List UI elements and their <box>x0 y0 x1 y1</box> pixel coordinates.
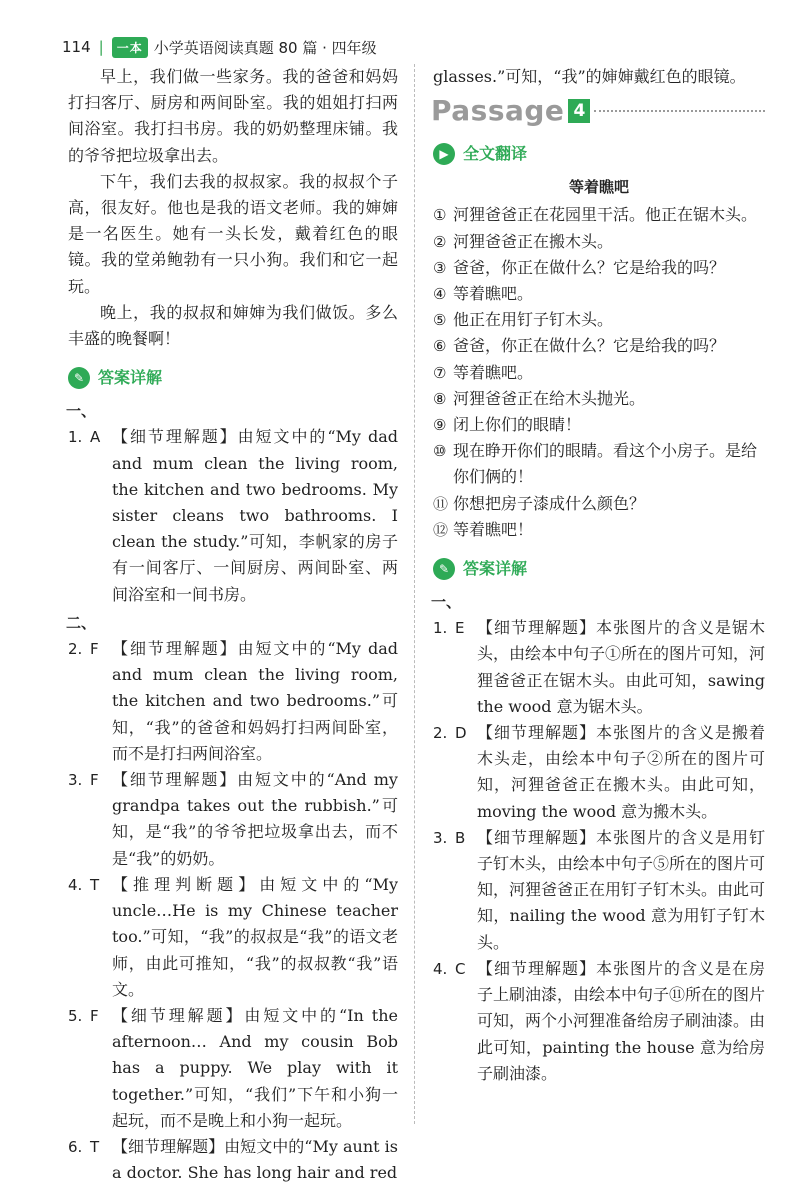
sentence-text: 河狸爸爸正在花园里干活。他正在锯木头。 <box>453 205 758 225</box>
answer-explanation: 本张图片的含义是用钉子钉木头，由绘本中句子⑤所在的图片可知，河狸爸爸正在用钉子钉木头。由此可知，nailing the wood 意为用钉子钉木头。 <box>477 827 766 952</box>
answer-letter: F <box>90 771 99 790</box>
answer-number: 6. <box>68 1137 83 1156</box>
story-line <box>433 333 765 359</box>
sentence-marker: ④ <box>433 285 447 304</box>
answer-explanation: 由短文中的“My dad and mum clean the living room, the kitchen and two bedrooms. My sister cleans two bathrooms. I clean the study.”可知，李帆家的房子有一间客厅、一间厨房、两间卧室、两间浴室和一间书房。 <box>112 427 398 604</box>
answer-item <box>433 825 765 956</box>
question-type-tag: 【细节理解题】 <box>112 639 238 659</box>
question-type-tag: 【细节理解题】 <box>477 958 596 978</box>
part-label: 一、 <box>66 402 97 421</box>
story-line <box>433 255 765 281</box>
answer-letter: T <box>90 1137 100 1156</box>
question-type-tag: 【细节理解题】 <box>477 723 596 743</box>
sentence-marker: ⑧ <box>433 389 447 408</box>
answer-number: 1. <box>68 428 83 447</box>
answer-item <box>68 636 398 767</box>
answer-explanation: 本张图片的含义是锯木头，由绘本中句子①所在的图片可知，河狸爸爸正在锯木头。由此可知，sawing the wood 意为锯木头。 <box>477 618 766 716</box>
answer-item <box>433 720 765 825</box>
brand-logo: 一本 <box>112 37 148 58</box>
sentence-marker: ⑪ <box>433 494 449 513</box>
story-line <box>433 412 765 438</box>
answer-number: 4. <box>68 875 83 894</box>
continued-text: glasses.”可知，“我”的婶婶戴红色的眼镜。 <box>433 67 746 86</box>
answer-letter: A <box>90 428 101 447</box>
answer-explanation: 由短文中的“My uncle…He is my Chinese teacher too.”可知，“我”的叔叔是“我”的语文老师，由此可推知，“我”的叔叔教“我”语文。 <box>112 874 398 999</box>
sentence-text: 爸爸，你正在做什么？它是给我的吗？ <box>453 336 726 356</box>
sentence-text: 闭上你们的眼睛！ <box>453 415 582 435</box>
sentence-marker: ⑫ <box>433 520 449 539</box>
sentence-text: 等着瞧吧！ <box>453 519 534 539</box>
answer-item <box>68 424 398 607</box>
translation-paragraph: 早上，我们做一些家务。我的爸爸和妈妈打扫客厅、厨房和两间卧室。我的姐姐打扫两间浴室。我打扫书房。我的奶奶整理床铺。我的爷爷把垃圾拿出去。 <box>68 67 398 165</box>
passage-number-badge: 4 <box>568 99 590 123</box>
answer-letter: E <box>455 619 465 638</box>
story-line <box>433 517 765 543</box>
question-type-tag: 【细节理解题】 <box>477 827 596 847</box>
sentence-text: 河狸爸爸正在搬木头。 <box>453 231 614 251</box>
answer-item <box>68 872 398 1003</box>
answer-item <box>68 1003 398 1134</box>
story-line <box>433 491 765 517</box>
answer-body <box>477 615 765 720</box>
story-line <box>433 229 765 255</box>
column-divider <box>414 64 415 1124</box>
answer-item <box>433 615 765 720</box>
question-type-tag: 【细节理解题】 <box>112 1005 245 1025</box>
answer-item <box>68 1134 398 1186</box>
sentence-text: 现在睁开你们的眼睛。看这个小房子。是给你们俩的！ <box>453 441 758 487</box>
sentence-marker: ⑨ <box>433 416 447 435</box>
answer-explanation: 本张图片的含义是搬着木头走，由绘本中句子②所在的图片可知，河狸爸爸正在搬木头。由此可知，moving the wood 意为搬木头。 <box>477 723 765 821</box>
answer-body <box>112 872 398 1003</box>
story-line <box>433 307 765 333</box>
sentence-marker: ③ <box>433 258 447 277</box>
answer-body <box>112 767 398 872</box>
translation-paragraph: 下午，我们去我的叔叔家。我的叔叔个子高，很友好。他也是我的语文老师。我的婶婶是一名医生。她有一头长发，戴着红色的眼镜。我的堂弟鲍勃有一只小狗。我们和它一起玩。 <box>68 171 398 296</box>
answer-letter: F <box>90 1006 99 1025</box>
answer-explanation: 由短文中的“My dad and mum clean the living room, the kitchen and two bedrooms.”可知，“我”的爸爸和妈妈打扫两间卧室，而不是打扫两间浴室。 <box>112 639 398 763</box>
answer-letter: D <box>455 724 467 743</box>
answer-body <box>477 720 765 825</box>
question-type-tag: 【细节理解题】 <box>477 618 596 638</box>
part-label: 二、 <box>66 613 97 632</box>
answers-section-heading <box>68 364 398 392</box>
sentence-text: 爸爸，你正在做什么？它是给我的吗？ <box>453 257 726 277</box>
story-line <box>433 438 765 490</box>
answer-letter: B <box>455 828 466 847</box>
answer-explanation: 本张图片的含义是在房子上刷油漆，由绘本中句子⑪所在的图片可知，两个小河狸准备给房子刷油漆。由此可知，painting the house 意为给房子刷油漆。 <box>477 958 766 1083</box>
header-separator: | <box>98 38 104 56</box>
sentence-marker: ① <box>433 206 447 225</box>
play-icon: ▶ <box>433 143 455 165</box>
sentence-marker: ⑦ <box>433 363 447 382</box>
story-line <box>433 202 765 228</box>
page-number: 114 <box>62 38 91 56</box>
answer-item <box>68 767 398 872</box>
answers-section-heading <box>433 555 765 583</box>
answer-number: 3. <box>68 771 83 790</box>
part-label: 一、 <box>431 593 462 612</box>
passage-label: Passage <box>431 94 565 128</box>
answer-number: 3. <box>433 828 448 847</box>
sentence-text: 等着瞧吧。 <box>453 362 534 382</box>
left-column <box>68 64 398 1186</box>
answer-item <box>433 956 765 1087</box>
translation-title: 全文翻译 <box>463 144 528 164</box>
answer-number: 1. <box>433 619 448 638</box>
answers-title: 答案详解 <box>98 368 163 388</box>
answer-number: 2. <box>433 724 448 743</box>
answer-explanation: 由短文中的“In the afternoon… And my cousin Bob has a puppy. We play with it together.”可知，“我们”下午和小狗一起玩，而不是晚上和小狗一起玩。 <box>112 1005 398 1130</box>
answer-letter: T <box>90 875 100 894</box>
dotted-rule <box>594 110 765 112</box>
answer-body <box>112 1134 398 1186</box>
question-type-tag: 【细节理解题】 <box>112 1136 225 1156</box>
answer-body <box>112 636 398 767</box>
question-type-tag: 【推理判断题】 <box>112 874 260 894</box>
sentence-marker: ② <box>433 232 447 251</box>
story-line <box>433 360 765 386</box>
story-line <box>433 281 765 307</box>
answer-letter: F <box>90 640 99 659</box>
answer-number: 5. <box>68 1006 83 1025</box>
leaf-icon: ✎ <box>433 558 455 580</box>
translation-paragraph: 晚上，我的叔叔和婶婶为我们做饭。多么丰盛的晚餐啊！ <box>68 302 398 349</box>
sentence-text: 等着瞧吧。 <box>453 284 534 304</box>
question-type-tag: 【细节理解题】 <box>112 427 238 447</box>
story-line <box>433 386 765 412</box>
answer-body <box>112 1003 398 1134</box>
story-title: 等着瞧吧 <box>568 178 629 197</box>
answer-body <box>477 956 765 1087</box>
sentence-marker: ⑥ <box>433 337 447 356</box>
sentence-marker: ⑩ <box>433 442 447 461</box>
answer-number: 4. <box>433 959 448 978</box>
answer-letter: C <box>455 959 466 978</box>
sentence-text: 你想把房子漆成什么颜色？ <box>453 493 646 513</box>
translation-section-heading <box>433 140 765 168</box>
answer-explanation: 由短文中的“And my grandpa takes out the rubbish.”可知，是“我”的爷爷把垃圾拿出去，而不是“我”的奶奶。 <box>112 770 398 868</box>
passage-heading <box>431 94 765 128</box>
right-column <box>433 64 765 1087</box>
answer-body <box>477 825 765 956</box>
sentence-text: 河狸爸爸正在给木头抛光。 <box>453 388 646 408</box>
answer-explanation: 由短文中的“My aunt is a doctor. She has long hair and red <box>112 1136 398 1183</box>
answers-title: 答案详解 <box>463 558 528 578</box>
question-type-tag: 【细节理解题】 <box>112 770 238 790</box>
sentence-text: 他正在用钉子钉木头。 <box>453 310 614 330</box>
leaf-icon: ✎ <box>68 367 90 389</box>
answer-number: 2. <box>68 640 83 659</box>
sentence-marker: ⑤ <box>433 311 447 330</box>
answer-body <box>112 424 398 607</box>
page-header <box>62 34 377 60</box>
book-title: 小学英语阅读真题 80 篇 · 四年级 <box>153 38 377 57</box>
